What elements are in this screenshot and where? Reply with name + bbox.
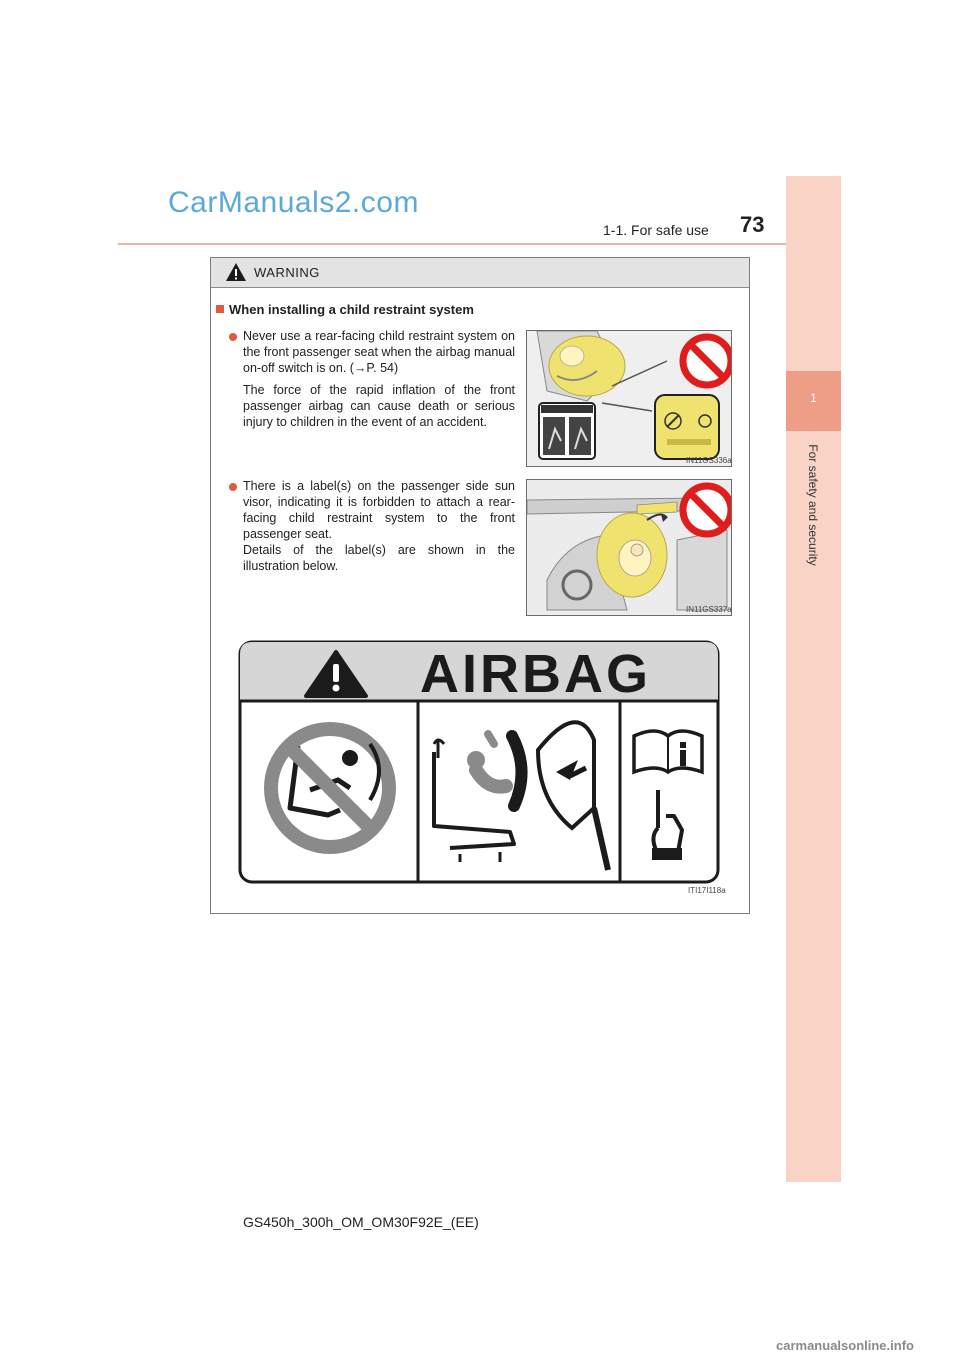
figure-code: ITI17I118a <box>688 886 726 895</box>
bullet-1-paragraph-1: Never use a rear-facing child restraint system on the front passenger seat when the airbag manual on-off switch is on. (→P. 54) <box>243 329 515 375</box>
sun-visor-illustration <box>527 480 731 615</box>
chapter-title: For safety and security <box>806 444 820 566</box>
airbag-switch-illustration <box>527 331 731 466</box>
watermark-carmanualsonline: carmanualsonline.info <box>776 1338 914 1353</box>
model-code: GS450h_300h_OM_OM30F92E_(EE) <box>243 1214 479 1230</box>
warning-heading: When installing a child restraint system <box>229 302 474 317</box>
chapter-number: 1 <box>810 391 817 405</box>
heading-square-icon <box>216 305 224 313</box>
figure-code: IN11GS337a <box>686 605 732 614</box>
bullet-icon <box>229 483 237 491</box>
watermark-carmanuals2: CarManuals2.com <box>168 186 419 219</box>
page-number: 73 <box>740 212 765 237</box>
bullet-2-paragraph-1: There is a label(s) on the passenger side sun visor, indicating it is forbidden to attach a rear-facing child restraint system to the front passenger seat. <box>243 479 515 541</box>
bullet-2-paragraph-2: Details of the label(s) are shown in the illustration below. <box>243 543 515 573</box>
warning-label: WARNING <box>254 265 320 280</box>
figure-code: IN11GS336a <box>686 456 732 465</box>
bullet-1-paragraph-2: The force of the rapid inflation of the front passenger airbag can cause death or serious injury to children in the event of an accident. <box>243 383 515 429</box>
airbag-label-title: AIRBAG <box>420 644 651 704</box>
figure-sun-visor-label <box>526 479 732 616</box>
header-rule <box>118 243 841 245</box>
figure-airbag-switch <box>526 330 732 467</box>
warning-triangle-icon <box>225 261 247 283</box>
bullet-icon <box>229 333 237 341</box>
chapter-side-band <box>786 176 841 1182</box>
section-title: 1-1. For safe use <box>603 222 709 238</box>
